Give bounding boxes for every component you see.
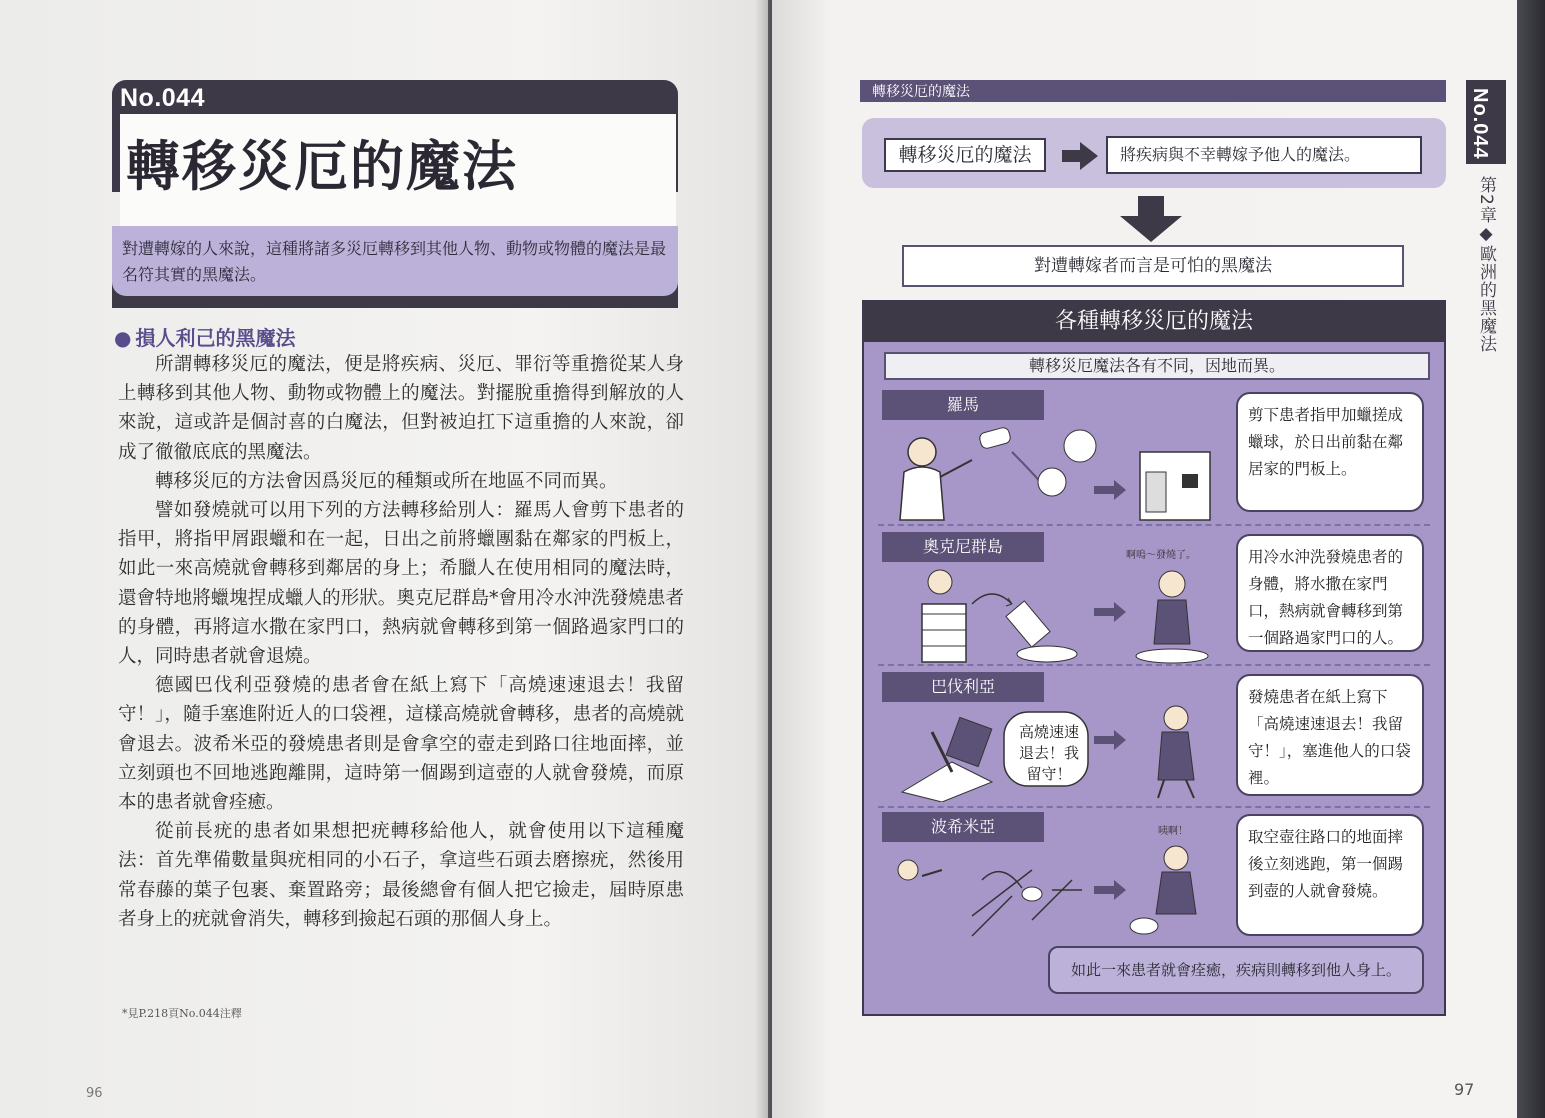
result-box: 對遭轉嫁者而言是可怕的黑魔法 (902, 245, 1404, 287)
section-heading-text: 損人利己的黑魔法 (135, 326, 296, 350)
methods-panel (862, 300, 1446, 1016)
page-number-right: 97 (1454, 1080, 1475, 1099)
orkney-illustration (882, 564, 1222, 664)
book-edge (1517, 0, 1545, 1118)
paragraph: 德國巴伐利亞發燒的患者會在紙上寫下「高燒速速退去！我留守！」，隨手塞進附近人的口袋裡，這樣高燒就會轉移，患者的高燒就會退去。波希米亞的發燒患者則是會拿空的壺走到路口往地面摔，並立刻頭也不回地逃跑離開，這時第一個踢到這壺的人就會發燒，而原本的患者就會痊癒。 (118, 675, 684, 814)
diagram-header-text: 轉移災厄的魔法 (872, 84, 970, 100)
speech-bubble-bohemia: 咦啊！ (1158, 826, 1188, 837)
region-tab-bohemia: 波希米亞 (882, 812, 1044, 842)
divider (878, 524, 1430, 526)
region-tab-orkney: 奧克尼群島 (882, 532, 1044, 562)
section-heading (114, 322, 295, 351)
summary-text: 對遭轉嫁的人來說，這種將諸多災厄轉移到其他人物、動物或物體的魔法是最名符其實的黑魔法。 (122, 239, 667, 284)
right-arrow-icon (1062, 142, 1098, 170)
region-desc-rome: 剪下患者指甲加蠟搓成蠟球，於日出前黏在鄰居家的門板上。 (1236, 392, 1424, 512)
definition-text: 將疾病與不幸轉嫁予他人的魔法。 (1106, 136, 1422, 174)
speech-bubble-bavaria: 高燒速速退去！我留守！ (1018, 723, 1079, 783)
left-page (0, 0, 768, 1118)
bullet-icon: ● (114, 326, 132, 350)
diagram-header (860, 80, 1446, 102)
rome-illustration (882, 422, 1222, 522)
paragraph: 從前長疣的患者如果想把疣轉移給他人，就會使用以下這種魔法：首先準備數量與疣相同的小石子，拿這些石頭去磨擦疣，然後用常春藤的葉子包裹、棄置路旁；最後總會有個人把它撿走，屆時原患者身上的疣就會消失，轉移到撿起石頭的那個人身上。 (118, 821, 684, 930)
region-tab-bavaria: 巴伐利亞 (882, 672, 1044, 702)
side-tab (1466, 80, 1506, 436)
entry-number: No.044 (120, 84, 205, 112)
bohemia-illustration (882, 840, 1222, 940)
side-number-tab (1466, 80, 1506, 164)
divider (878, 806, 1430, 808)
region-desc-bohemia: 取空壺往路口的地面摔後立刻逃跑，第一個踢到壺的人就會發燒。 (1236, 814, 1424, 936)
speech-bubble-orkney: 啊嗚～發燒了。 (1126, 550, 1196, 561)
side-number: No.044 (1469, 88, 1491, 160)
methods-subtitle: 轉移災厄魔法各有不同，因地而異。 (884, 352, 1430, 380)
side-chapter: 第2章◆歐洲的黑魔法 (1476, 176, 1496, 353)
page-number-left: 96 (86, 1086, 103, 1101)
summary-box (112, 226, 678, 296)
paragraph: 所謂轉移災厄的魔法，便是將疾病、災厄、罪衍等重擔從某人身上轉移到其他人物、動物或物體上的魔法。對擺脫重擔得到解放的人來說，這或許是個討喜的白魔法，但對被迫扛下這重擔的人來說，卻成了徹徹底底的黑魔法。 (118, 354, 684, 463)
footnote: *見P.218頁No.044注釋 (122, 1007, 242, 1020)
region-desc-bavaria: 發燒患者在紙上寫下「高燒速速退去！我留守！」，塞進他人的口袋裡。 (1236, 674, 1424, 796)
definition-term: 轉移災厄的魔法 (884, 138, 1046, 172)
down-arrow-icon (1120, 196, 1182, 242)
divider (878, 664, 1430, 666)
region-tab-rome: 羅馬 (882, 390, 1044, 420)
paragraph: 譬如發燒就可以用下列的方法轉移給別人：羅馬人會剪下患者的指甲，將指甲屑跟蠟和在一起，日出之前將蠟團黏在鄰家的門板上，如此一來高燒就會轉移到鄰居的身上；希臘人在使用相同的魔法時，還會特地將蠟塊捏成蠟人的形狀。奧克尼群島*會用冷水沖洗發燒患者的身體，再將這水撒在家門口，熱病就會轉移到第一個路過家門口的人，同時患者就會退燒。 (118, 500, 684, 668)
region-desc-orkney: 用冷水沖洗發燒患者的身體，將水撒在家門口，熱病就會轉移到第一個路過家門口的人。 (1236, 534, 1424, 652)
title-watermark (530, 146, 680, 188)
conclusion-box: 如此一來患者就會痊癒，疾病則轉移到他人身上。 (1048, 946, 1424, 994)
body-text (118, 350, 684, 934)
page-title: 轉移災厄的魔法 (126, 135, 518, 198)
methods-title: 各種轉移災厄的魔法 (864, 302, 1444, 342)
paragraph: 轉移災厄的方法會因爲災厄的種類或所在地區不同而異。 (155, 470, 618, 492)
